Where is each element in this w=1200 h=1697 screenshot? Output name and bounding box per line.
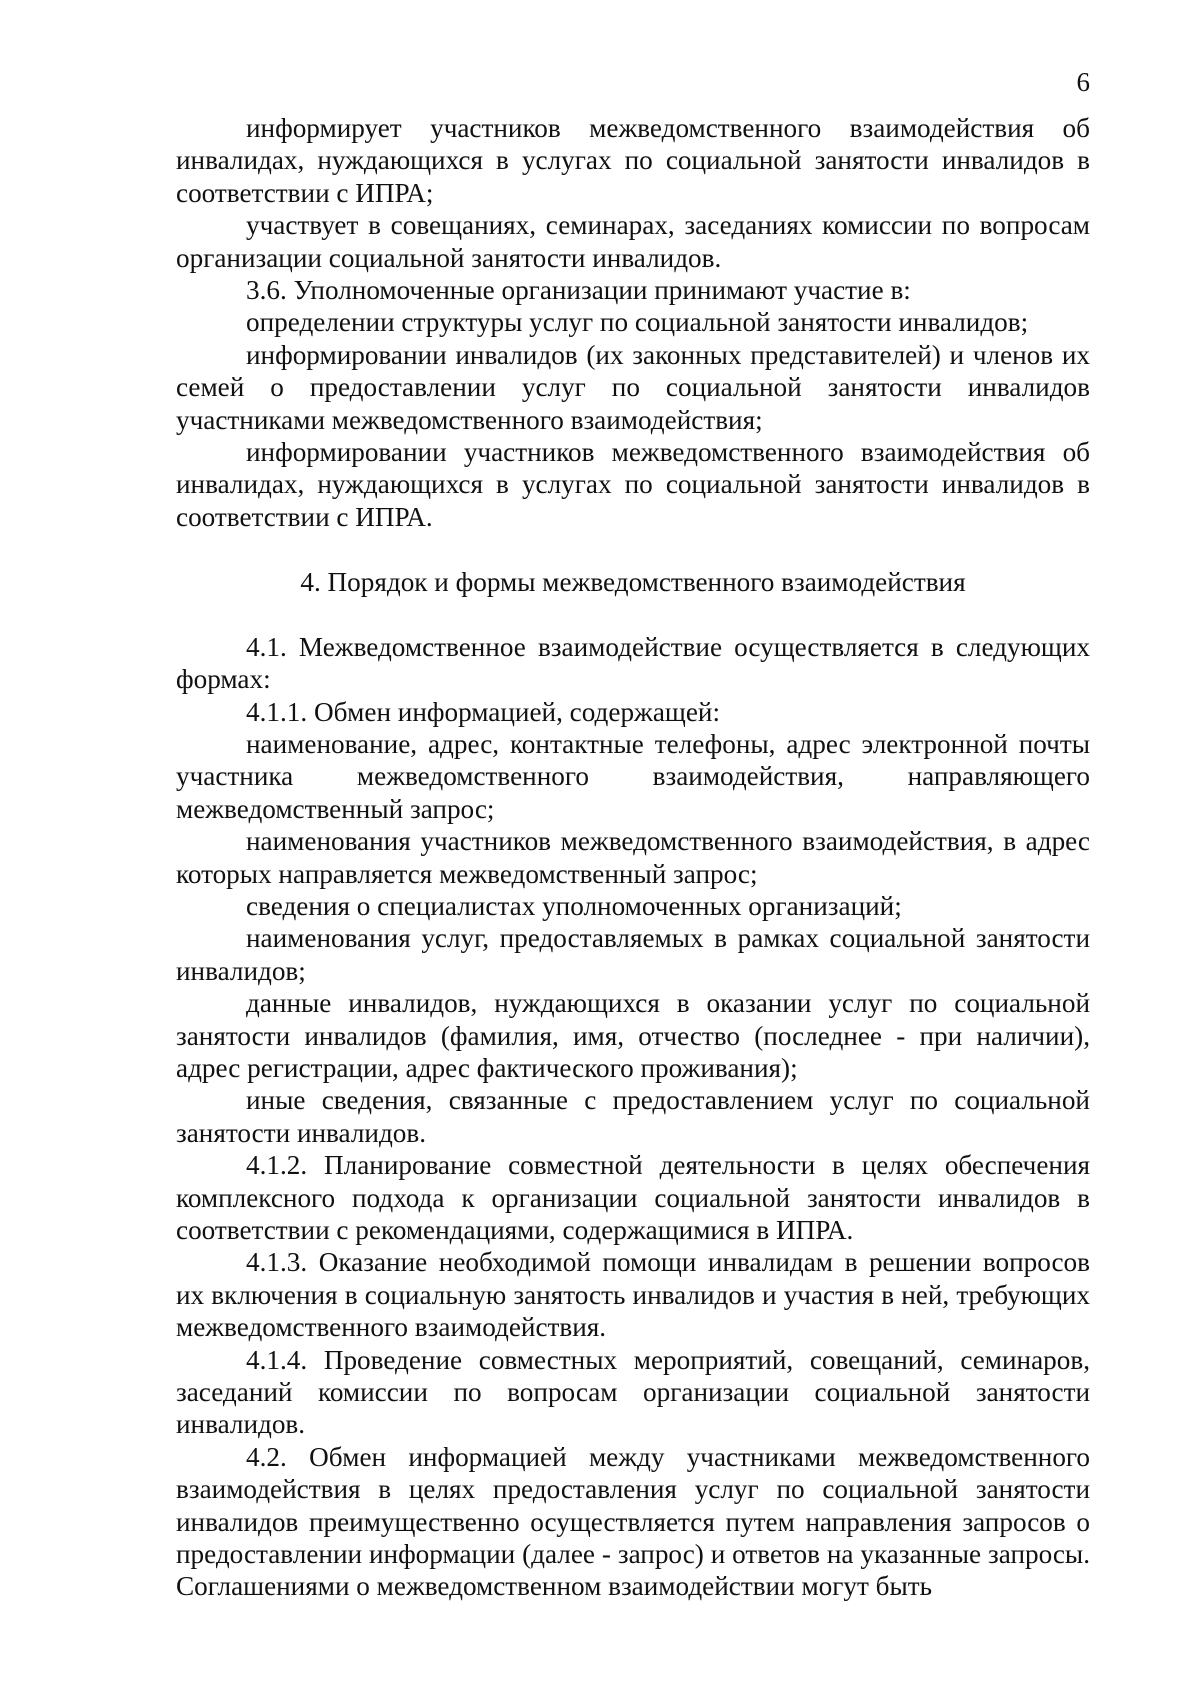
paragraph: иные сведения, связанные с предоставлением услуг по социальной занятости инвалидов. (176, 1085, 1090, 1148)
paragraph: 4.1.1. Обмен информацией, содержащей: (246, 696, 721, 727)
paragraph: 4.1. Межведомственное взаимодействие осуществляется в следующих формах: (176, 631, 1090, 695)
paragraph: участвует в совещаниях, семинарах, заседаниях комиссии по вопросам организации социальной занятости инвалидов. (176, 210, 1090, 273)
section-heading: 4. Порядок и формы межведомственного взаимодействия (300, 567, 966, 598)
paragraph: 4.1.3. Оказание необходимой помощи инвалидам в решении вопросов их включения в социальную занятость инвалидов и участия в ней, требующих межведомственного взаимодействия. (176, 1247, 1090, 1343)
paragraph: данные инвалидов, нуждающихся в оказании услуг по социальной занятости инвалидов (фамилия, имя, отчество (последнее - при наличии), адрес регистрации, адрес фактического проживания); (176, 988, 1090, 1083)
paragraph: сведения о специалистах уполномоченных организаций; (246, 890, 902, 921)
paragraph: наименование, адрес, контактные телефоны, адрес электронной почты участника межведомственного взаимодействия, направляющего межведомственный запрос; (176, 728, 1090, 824)
paragraph: 3.6. Уполномоченные организации принимают участие в: (246, 275, 911, 306)
paragraph: 4.1.2. Планирование совместной деятельности в целях обеспечения комплексного подхода к организации социальной занятости инвалидов в соответствии с рекомендациями, содержащимися в ИПРА. (176, 1150, 1090, 1245)
page-number: 6 (1076, 67, 1090, 97)
paragraph: 4.2. Обмен информацией между участниками межведомственного взаимодействия в целях предоставления услуг по социальной занятости инвалидов преимущественно осуществляется путем направления запросов о предоставлении информации (далее - запрос) и ответов на указанные запросы. Соглашениями о межведомственном взаимодействии могут быть (176, 1441, 1090, 1602)
paragraph: информировании участников межведомственного взаимодействия об инвалидах, нуждающихся в услугах по социальной занятости инвалидов в соответствии с ИПРА. (176, 437, 1090, 532)
paragraph: определении структуры услуг по социальной занятости инвалидов; (246, 307, 1029, 338)
document-body (176, 112, 1090, 1603)
paragraph: 4.1.4. Проведение совместных мероприятий, совещаний, семинаров, заседаний комиссии по вопросам организации социальной занятости инвалидов. (176, 1344, 1090, 1440)
paragraph: информировании инвалидов (их законных представителей) и членов их семей о предоставлении услуг по социальной занятости инвалидов участниками межведомственного взаимодействия; (176, 339, 1090, 435)
paragraph: информирует участников межведомственного взаимодействия об инвалидах, нуждающихся в услугах по социальной занятости инвалидов в соответствии с ИПРА; (176, 113, 1090, 208)
paragraph: наименования услуг, предоставляемых в рамках социальной занятости инвалидов; (176, 923, 1090, 986)
paragraph: наименования участников межведомственного взаимодействия, в адрес которых направляется межведомственный запрос; (176, 826, 1090, 889)
